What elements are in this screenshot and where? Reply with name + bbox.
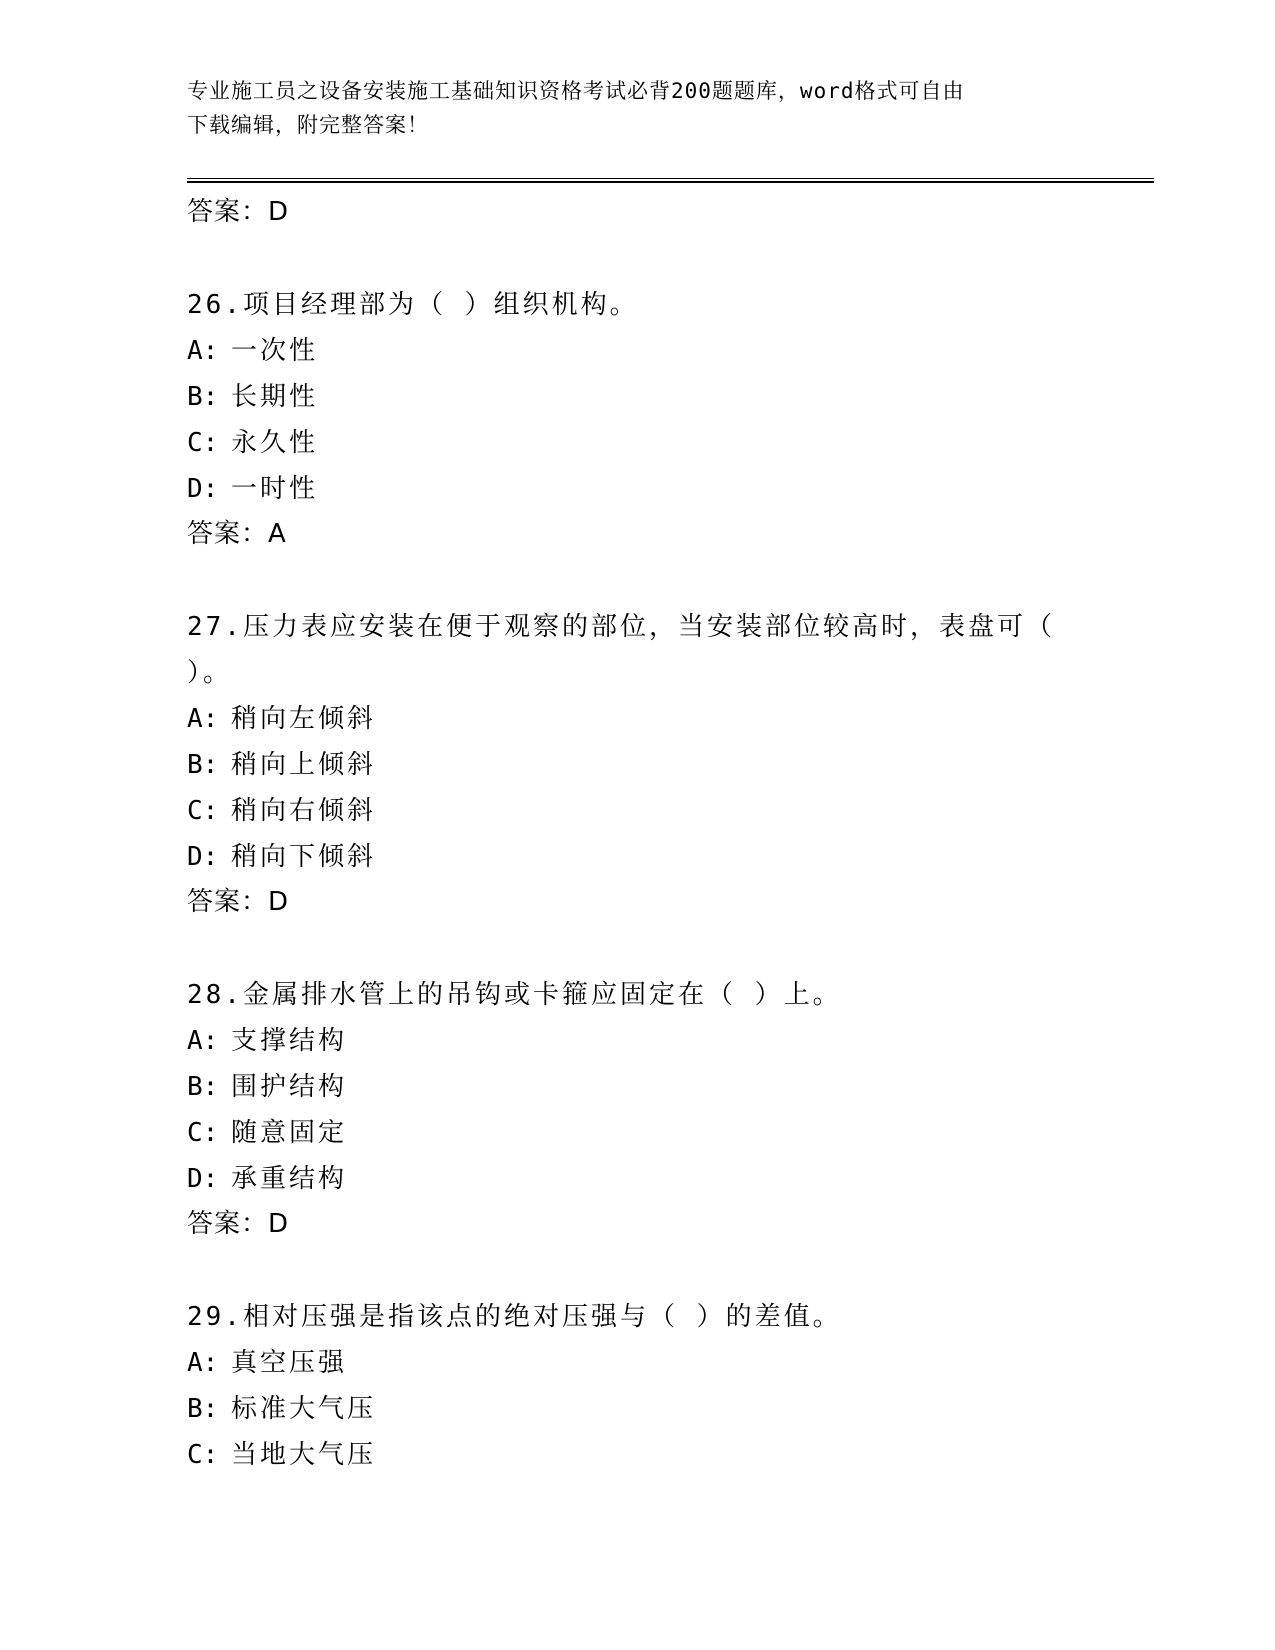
header-divider [187, 178, 1154, 183]
option-key: B: [187, 382, 219, 412]
option-c [187, 1110, 1087, 1156]
option-key: C: [187, 1440, 219, 1470]
option-d [187, 834, 1087, 880]
answer-line: 答案：D [187, 887, 290, 917]
option-key: C: [187, 428, 219, 458]
previous-question-answer: 答案：D [187, 197, 290, 227]
option-text: 当地大气压 [231, 1440, 377, 1470]
option-a [187, 696, 1087, 742]
option-key: B: [187, 1072, 219, 1102]
document-header [187, 74, 1087, 142]
option-c [187, 1432, 1087, 1478]
question-stem-line: 28.金属排水管上的吊钩或卡箍应固定在（ ）上。 [187, 980, 842, 1010]
option-key: D: [187, 474, 219, 504]
option-d [187, 1156, 1087, 1202]
answer-line: 答案：A [187, 519, 287, 549]
question-stem-line: 27.压力表应安装在便于观察的部位，当安装部位较高时，表盘可（ [187, 612, 1055, 642]
header-line-1: 专业施工员之设备安装施工基础知识资格考试必背200题题库，word格式可自由 [187, 79, 965, 103]
question-stem [187, 282, 1087, 328]
option-key: A: [187, 704, 219, 734]
option-key: A: [187, 1348, 219, 1378]
option-b [187, 374, 1087, 420]
option-a [187, 328, 1087, 374]
question-stem [187, 604, 1087, 696]
option-text: 稍向左倾斜 [231, 704, 377, 734]
option-text: 随意固定 [231, 1118, 348, 1148]
option-text: 稍向上倾斜 [231, 750, 377, 780]
question-stem-line: ）。 [187, 658, 233, 688]
option-key: C: [187, 1118, 219, 1148]
question-stem-line: 26.项目经理部为（ ）组织机构。 [187, 290, 639, 320]
option-key: B: [187, 1394, 219, 1424]
option-b [187, 1064, 1087, 1110]
question-stem-line: 29.相对压强是指该点的绝对压强与（ ）的差值。 [187, 1302, 842, 1332]
option-text: 永久性 [231, 428, 319, 458]
option-text: 标准大气压 [231, 1394, 377, 1424]
question-stem [187, 972, 1087, 1018]
option-text: 真空压强 [231, 1348, 348, 1378]
option-a [187, 1018, 1087, 1064]
option-a [187, 1340, 1087, 1386]
option-text: 稍向右倾斜 [231, 796, 377, 826]
option-text: 承重结构 [231, 1164, 348, 1194]
answer-line: 答案：D [187, 1209, 290, 1239]
option-key: A: [187, 1026, 219, 1056]
option-c [187, 420, 1087, 466]
question-29 [187, 1294, 1087, 1478]
option-key: A: [187, 336, 219, 366]
option-key: D: [187, 842, 219, 872]
question-list [187, 190, 1087, 1478]
option-text: 稍向下倾斜 [231, 842, 377, 872]
question-stem [187, 1294, 1087, 1340]
option-c [187, 788, 1087, 834]
option-text: 长期性 [231, 382, 319, 412]
question-27 [187, 604, 1087, 924]
option-text: 一次性 [231, 336, 319, 366]
option-d [187, 466, 1087, 512]
option-key: B: [187, 750, 219, 780]
option-key: D: [187, 1164, 219, 1194]
question-26 [187, 282, 1087, 556]
option-text: 围护结构 [231, 1072, 348, 1102]
option-b [187, 1386, 1087, 1432]
header-line-2: 下载编辑，附完整答案！ [187, 113, 429, 137]
question-28 [187, 972, 1087, 1246]
option-text: 支撑结构 [231, 1026, 348, 1056]
option-key: C: [187, 796, 219, 826]
option-b [187, 742, 1087, 788]
option-text: 一时性 [231, 474, 319, 504]
